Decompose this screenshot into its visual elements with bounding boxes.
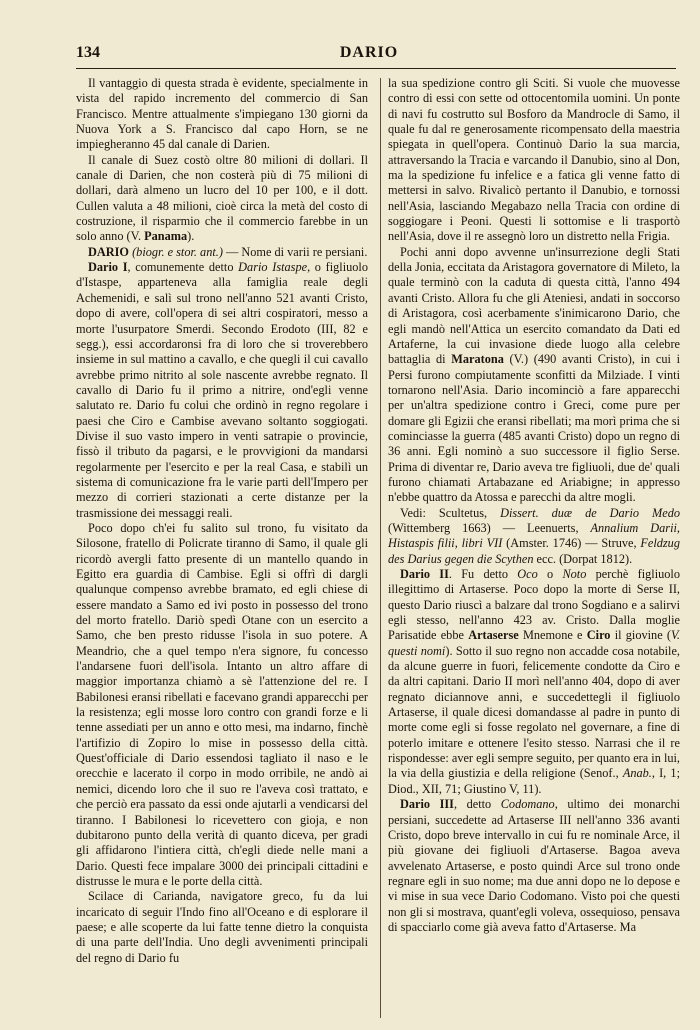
- header-rule: [76, 68, 676, 69]
- entry-subhead: Dario III: [400, 797, 454, 812]
- entry-dario-i: Dario I, comunemente detto Dario Istaspe, o figliuolo d'Istaspe, apparteneva alla famiglia reale degli Achemenidi, e salì sul trono nell'anno 521 avanti Cristo, dopo di avere, coll'opera di sei altri cospiratori, messo a morte l'usurpatore Smerdi. Secondo Erodoto (III, 82 e segg.), essi accordaronsi fra di loro che si troverebbero insieme in sul mattino a cavallo, e che quegli il cui cavallo avrebbe primo nitrito al sole nascente avrebbe regnato. Il cavallo di Dario fu il primo a nitrire, ond'egli venne salutato re. Dario fu colui che ordinò in regno regolare i paesi che Ciro e Cambise avevano soltanto soggiogati. Divise il suo vasto impero in venti satrapie o provincie, fissò il tributo da pagarsi, e le provvigioni da mandarsi regolarmente per l'esercito e per la real Casa, e stabilì un sistema di comunicazione fra le varie parti dell'Impero per mezzo di corrieri stazionati a certe distanze per la trasmissione dei messaggi reali.: [76, 260, 368, 520]
- paragraph-jonia: Pochi anni dopo avvenne un'insurrezione degli Stati della Jonia, eccitata da Aristagora governatore di Mileto, la quale terminò con la caduta di questa città, l'anno 494 avanti Cristo. Allora fu che gli Ateniesi, andati in soccorso di Aristagora, così acerbamente s'inimicarono Dario, che egli mandò nell'Attica un esercito comandato da Dati ed Artaferne, la cui invasione diede luogo alla celebre battaglia di Maratona (V.) (490 avanti Cristo), in cui i Persi furono compiutamente sconfitti da Milziade. I vinti tornarono nell'Asia. Dario incominciò a fare apparecchi per un'altra spedizione contro i Greci, come pure per domare gli Egizii che eransi ribellati; ma morì prima che si cominciasse la guerra (485 avanti Cristo) dopo un regno di 36 anni. Egli nominò a suo successore il figlio Serse. Prima di diventar re, Dario aveva tre figliuoli, due de' quali furono chiamati Artabazane ed Ariabigne; in appresso n'ebbe quattro da Atossa e parecchi da altre mogli.: [388, 244, 680, 505]
- left-column: [76, 76, 368, 966]
- column-divider: [380, 78, 381, 1018]
- entry-subhead: Dario I: [88, 260, 128, 275]
- paragraph-sciti: la sua spedizione contro gli Sciti. Si vuole che muovesse contro di essi con sette od ottocentomila uomini. Un ponte di navi fu costrutto sul Bosforo da Mandrocle di Samo, il quale fu dal re generosamente ricompensato della maestria spiegata in quell'opera. Continuò Dario la sua marcia, attraversando la Tracia e varcando il Danubio, sino al Don, ma la spedizione fu infelice e a fatica gli venne fatto di mettersi in salvo. Rivalicò pertanto il Danubio, e tornossi nell'Asia, lasciando Megabazo nella Tracia con ordine di soggiogare i Peoni. Questi li sottomise e li trasportò nell'Asia, dove il re assegnò loro un distretto nella Frigia.: [388, 76, 680, 244]
- paragraph-darien-advantage: Il vantaggio di questa strada è evidente, specialmente in vista del rapido incremento del commercio di San Francisco. Mentre attualmente s'impiegano 130 giorni da Nuova York a S. Francisco dal capo Horn, se ne impiegheranno 45 dal canale di Darien.: [76, 76, 368, 152]
- paragraph-silosone: Poco dopo ch'ei fu salito sul trono, fu visitato da Silosone, fratello di Policrate tiranno di Samo, il quale gli ricordò avergli fatto presente di un mantello quando in Egitto era guardia di Cambise. Egli si offrì di dargli qualunque compenso avrebbe bramato, ed egli chiese di essere mandato a Samo ed ivi posto in possesso del trono del morto fratello. Dariò spedì Otane con un esercito a Samo, che ben presto ridusse l'isola in suo potere. A Meandrio, che a quel tempo n'era signore, fu concesso l'andarsene fuori dell'isola. Intanto un altro affare di maggior importanza chiamò a sè l'attenzione del re. I Babilonesi eransi ribellati e facevano grandi apparecchi per la resistenza; egli mosse loro contro con grandi forze e li tenne assediati per un anno e otto mesi, ma indarno, finchè l'artifizio di Zopiro lo mise in possesso della città. Quest'officiale di Dario essendosi tagliato il naso e le orecchie e lacerato il corpo in modo orribile, ne andò ai nemici, dicendo loro che il suo re l'aveva così trattato, e che perciò era passato da essi onde ajutarli a vendicarsi del tiranno. I Babilonesi lo ricevettero con gioja, e non dubitarono punto della verità di quanto diceva, per gradi gli affidarono l'intiera città, ch'egli diede nelle mani a Dario. Questi fece impalare 3000 dei principali cittadini e distrusse le mura e le porte della città.: [76, 520, 368, 888]
- entry-headword: DARIO: [88, 244, 129, 259]
- entry-dario: DARIO (biogr. e stor. ant.) — Nome di varii re persiani.: [88, 244, 368, 259]
- entry-tags: (biogr. e stor. ant.): [132, 244, 223, 259]
- cross-reference: Panama: [144, 229, 188, 244]
- entry-subhead: Dario II: [400, 567, 449, 581]
- page-header: [76, 44, 662, 66]
- page-number: 134: [76, 44, 100, 61]
- entry-dario-iii: Dario III, detto Codomano, ultimo dei monarchi persiani, succedette ad Artaserse III nell'anno 336 avanti Cristo, dopo breve intervallo in cui fu re nominale Arce, il più giovane dei figliuoli d'Artaserse. Bagoa aveva avvelenato Artaserse, e posto quindi Arce sul trono onde regnare egli in suo nome; ma due anni dopo ne lo depose e vi mise in sua vece Dario Codomano. Visto poi che questi non gli si mostrava, quant'egli voleva, ossequioso, pensava di spacciarlo come già aveva fatto d'Artaserse. Ma: [388, 797, 681, 934]
- paragraph-scilace: Scilace di Carianda, navigatore greco, fu da lui incaricato di seguir l'Indo fino all'Oceano e di esplorare il paese; e alle scoperte da lui fatte tenne dietro la conquista di una parte dell'India. Uno degli avvenimenti principali del regno di Dario fu: [76, 889, 368, 965]
- paragraph-suez-cost: Il canale di Suez costò oltre 80 milioni di dollari. Il canale di Darien, che non costerà più di 75 milioni di dollari, darà almeno un lucro del 10 per 100, e il dott. Cullen valuta a 48 milioni, cioè circa la metà del costo di costruzione, il risparmio che il commercio farebbe in un solo anno (V. Panama).: [76, 152, 368, 244]
- running-head: DARIO: [339, 44, 399, 61]
- cross-reference: Maratona: [451, 352, 504, 367]
- right-column: [388, 76, 680, 935]
- paragraph-vedi: Vedi: Scultetus, Dissert. duæ de Dario Medo (Wittemberg 1663) — Leenuerts, Annalium Darii, Histaspis filii, libri VII (Amster. 1746) — Struve, Feldzug des Darius gegen die Scythen ecc. (Dorpat 1812).: [388, 505, 680, 566]
- entry-dario-ii: Dario II. Fu detto Oco o Noto perchè figliuolo illegittimo di Artaserse. Poco dopo la morte di Serse II, questo Dario riuscì a balzare dal trono Sogdiano e a salirvi egli stesso, nell'anno 423 av. Cristo. Dalla moglie Parisatide ebbe Artaserse Mnemone e Ciro il giovine (V. questi nomi). Sotto il suo regno non accadde cosa notabile, da alcune guerre in fuori, felicemente condotte da Ciro e da altri capitani. Dario II morì nell'anno 404, dopo di aver regnato diciannove anni, e succedettegli il figliuolo Artaserse, il quale dicesi domandasse al padre in punto di morte come egli si fosse regolato nel governare, a fine di poterlo imitare e ottenere l'esito stesso. Narrasi che il re rispondesse: aver egli sempre seguito, per quanto era in lui, la via della giustizia e della religione (Senof., Anab., I, 1; Diod., XII, 71; Giustino V, 11).: [388, 567, 681, 796]
